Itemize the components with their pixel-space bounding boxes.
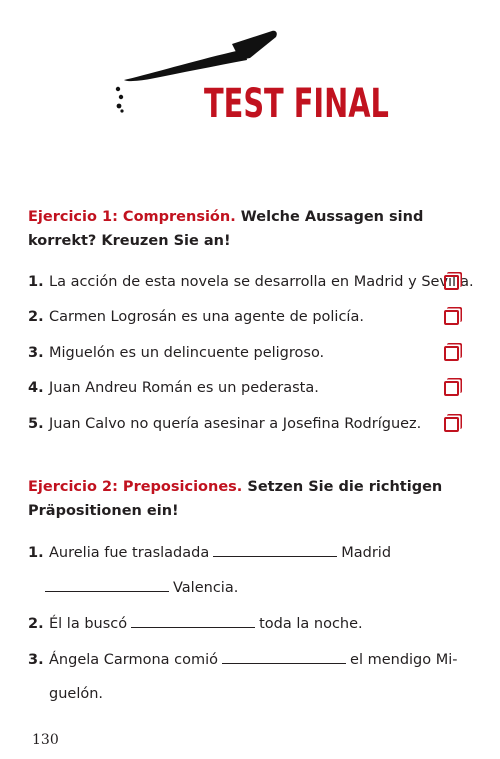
blank-field[interactable] xyxy=(45,577,169,592)
checkbox[interactable] xyxy=(444,346,459,361)
item-number: 4. xyxy=(28,380,44,396)
item-text: Madrid xyxy=(341,545,392,561)
list-item xyxy=(28,613,363,634)
item-text: Valencia. xyxy=(173,580,239,596)
item-number: 5. xyxy=(28,416,44,432)
item-text: guelón. xyxy=(49,686,104,702)
exercise-1-label: Ejercicio 1: Comprensión. xyxy=(28,209,236,225)
item-text: Ángela Carmona comió xyxy=(49,652,219,668)
checkbox[interactable] xyxy=(444,275,459,290)
item-number: 1. xyxy=(28,274,44,290)
checkbox[interactable] xyxy=(444,417,459,432)
list-item-continuation xyxy=(45,577,238,598)
item-number: 2. xyxy=(28,309,44,325)
exercise-1 xyxy=(28,205,468,253)
exercise-1-heading xyxy=(28,205,468,253)
item-number: 3. xyxy=(28,345,44,361)
blank-field[interactable] xyxy=(131,613,255,628)
item-text: el mendigo Mi- xyxy=(350,652,458,668)
item-text: Juan Andreu Román es un pederasta. xyxy=(49,380,319,396)
list-item-continuation xyxy=(49,684,103,704)
exercise-1-questions xyxy=(28,272,474,452)
exercise-2-instruction: Setzen Sie die richtigen Präpositionen ein! xyxy=(28,479,443,519)
item-text: Él la buscó xyxy=(49,616,128,632)
item-text: Miguelón es un delincuente peligroso. xyxy=(49,345,325,361)
item-text: La acción de esta novela se desarrolla en Madrid y Sevilla. xyxy=(49,274,474,290)
exercise-1-instruction: Welche Aussagen sind korrekt? Kreuzen Sie an! xyxy=(28,209,424,249)
knife-icon xyxy=(0,0,500,160)
item-text: Carmen Logrosán es una agente de policía. xyxy=(49,309,364,325)
checkbox[interactable] xyxy=(444,381,459,396)
blank-field[interactable] xyxy=(213,542,337,557)
item-text: toda la noche. xyxy=(259,616,363,632)
item-text: Aurelia fue trasladada xyxy=(49,545,210,561)
item-text: Juan Calvo no quería asesinar a Josefina Rodríguez. xyxy=(49,416,422,432)
item-number: 2. xyxy=(28,616,44,632)
list-item xyxy=(28,649,458,670)
exercise-2-label: Ejercicio 2: Preposiciones. xyxy=(28,479,243,495)
exercise-2-heading xyxy=(28,475,468,523)
list-item xyxy=(28,542,391,563)
page-number: 130 xyxy=(32,732,59,748)
exercise-2 xyxy=(28,475,468,523)
page-title: TEST FINAL xyxy=(204,81,389,127)
blank-field[interactable] xyxy=(222,649,346,664)
item-number: 1. xyxy=(28,545,44,561)
checkbox[interactable] xyxy=(444,310,459,325)
item-number: 3. xyxy=(28,652,44,668)
